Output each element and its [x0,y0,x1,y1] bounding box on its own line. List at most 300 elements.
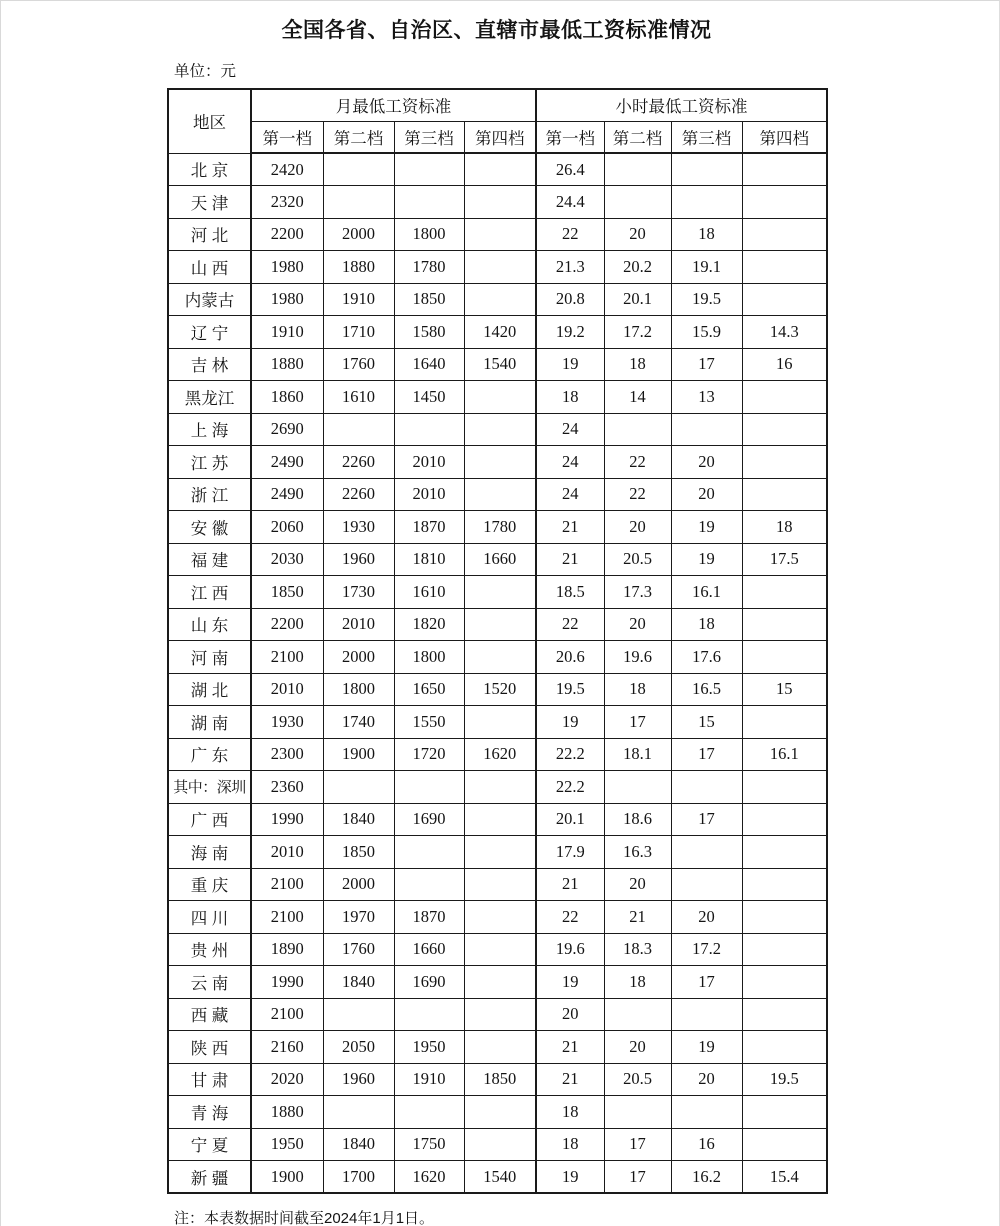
monthly-tier2-cell: 2260 [323,446,394,479]
hourly-tier2-cell: 17.2 [604,316,671,349]
page-title: 全国各省、自治区、直辖市最低工资标准情况 [281,19,712,42]
hourly-tier1-cell: 19 [536,706,604,739]
hourly-tier4-cell [742,836,827,869]
monthly-tier1-cell: 2490 [251,478,323,511]
region-cell: 青 海 [168,1096,251,1129]
hourly-tier3-cell: 17 [671,803,742,836]
monthly-tier2-cell [323,186,394,219]
monthly-tier3-cell: 1910 [394,1063,464,1096]
table-row [168,868,827,901]
hourly-tier1-cell: 19 [536,966,604,999]
hourly-tier3-cell: 20 [671,446,742,479]
hourly-tier4-cell [742,186,827,219]
hourly-tier4-cell [742,771,827,804]
hourly-tier2-cell: 20.2 [604,251,671,284]
hourly-tier2-cell: 20 [604,511,671,544]
monthly-tier4-cell: 1420 [464,316,536,349]
monthly-tier4-cell [464,218,536,251]
monthly-tier2-cell [323,413,394,446]
hourly-tier4-cell [742,413,827,446]
monthly-tier1-cell: 2360 [251,771,323,804]
table-row [168,836,827,869]
hourly-tier1-cell: 20.6 [536,641,604,674]
monthly-tier2-cell: 1710 [323,316,394,349]
monthly-tier3-cell: 1950 [394,1031,464,1064]
table-row [168,446,827,479]
monthly-tier3-cell [394,868,464,901]
monthly-tier2-cell: 2260 [323,478,394,511]
hourly-tier1-cell: 18.5 [536,576,604,609]
hourly-tier3-cell [671,868,742,901]
hourly-tier1-cell: 26.4 [536,153,604,186]
monthly-tier1-cell: 1930 [251,706,323,739]
hourly-tier4-cell [742,1128,827,1161]
hourly-tier4-cell [742,998,827,1031]
hourly-tier1-cell: 24.4 [536,186,604,219]
column-header-region: 地区 [168,89,251,153]
hourly-tier1-cell: 18 [536,1128,604,1161]
hourly-tier1-cell: 20.8 [536,283,604,316]
monthly-tier2-cell: 1850 [323,836,394,869]
monthly-tier1-cell: 1990 [251,966,323,999]
monthly-tier2-cell: 2000 [323,868,394,901]
table-row [168,478,827,511]
table-row [168,316,827,349]
monthly-tier2-cell: 1930 [323,511,394,544]
hourly-tier4-cell [742,446,827,479]
hourly-tier1-cell: 21.3 [536,251,604,284]
region-cell: 广 西 [168,803,251,836]
table-row [168,738,827,771]
monthly-tier3-cell: 1690 [394,966,464,999]
table-row [168,641,827,674]
hourly-tier2-cell: 18.6 [604,803,671,836]
monthly-tier4-cell [464,836,536,869]
monthly-tier3-cell: 1650 [394,673,464,706]
monthly-tier3-cell [394,771,464,804]
table-row [168,901,827,934]
monthly-tier1-cell: 1980 [251,251,323,284]
monthly-tier1-cell: 1900 [251,1161,323,1194]
hourly-tier4-cell [742,478,827,511]
region-cell: 江 西 [168,576,251,609]
monthly-tier1-header: 第一档 [251,121,323,153]
monthly-tier2-cell: 1900 [323,738,394,771]
monthly-tier4-cell: 1850 [464,1063,536,1096]
monthly-tier1-cell: 2690 [251,413,323,446]
table-row [168,1063,827,1096]
monthly-tier1-cell: 2010 [251,836,323,869]
monthly-tier4-cell [464,381,536,414]
monthly-tier4-cell [464,1096,536,1129]
hourly-tier3-cell: 19 [671,511,742,544]
region-cell: 天 津 [168,186,251,219]
hourly-tier1-cell: 18 [536,1096,604,1129]
monthly-tier2-cell: 1880 [323,251,394,284]
hourly-tier2-header: 第二档 [604,121,671,153]
monthly-tier3-cell [394,1096,464,1129]
hourly-tier4-cell [742,608,827,641]
table-row [168,153,827,186]
monthly-tier4-cell [464,153,536,186]
hourly-tier4-cell [742,966,827,999]
monthly-tier3-cell: 1620 [394,1161,464,1194]
monthly-tier4-cell [464,933,536,966]
table-row [168,283,827,316]
hourly-tier3-cell: 18 [671,608,742,641]
monthly-tier2-header: 第二档 [323,121,394,153]
hourly-tier4-cell [742,933,827,966]
hourly-tier1-cell: 24 [536,446,604,479]
hourly-tier4-cell: 16 [742,348,827,381]
table-row [168,576,827,609]
monthly-tier2-cell [323,1096,394,1129]
monthly-tier3-cell: 1780 [394,251,464,284]
monthly-tier2-cell: 1840 [323,803,394,836]
monthly-tier3-cell: 1870 [394,511,464,544]
region-cell: 湖 北 [168,673,251,706]
hourly-tier1-cell: 22 [536,218,604,251]
table-row [168,1128,827,1161]
hourly-tier2-cell [604,413,671,446]
hourly-tier1-cell: 21 [536,868,604,901]
hourly-tier3-cell: 16.1 [671,576,742,609]
table-row [168,511,827,544]
monthly-tier3-cell: 1550 [394,706,464,739]
hourly-tier2-cell: 19.6 [604,641,671,674]
hourly-tier2-cell: 18 [604,966,671,999]
hourly-tier1-cell: 19.2 [536,316,604,349]
region-cell: 甘 肃 [168,1063,251,1096]
hourly-tier3-cell: 16.2 [671,1161,742,1194]
monthly-tier3-cell [394,153,464,186]
group-header-row [168,89,827,121]
hourly-tier3-cell: 15 [671,706,742,739]
hourly-tier1-cell: 24 [536,413,604,446]
region-cell: 云 南 [168,966,251,999]
hourly-tier1-cell: 19.5 [536,673,604,706]
hourly-tier1-cell: 21 [536,1063,604,1096]
hourly-tier2-cell: 20 [604,218,671,251]
hourly-tier4-cell [742,1031,827,1064]
hourly-tier3-cell: 19.1 [671,251,742,284]
region-cell: 湖 南 [168,706,251,739]
region-cell: 陕 西 [168,1031,251,1064]
region-cell: 辽 宁 [168,316,251,349]
monthly-tier3-cell: 2010 [394,446,464,479]
monthly-tier2-cell: 1960 [323,543,394,576]
hourly-tier1-header: 第一档 [536,121,604,153]
monthly-tier2-cell: 1760 [323,933,394,966]
hourly-tier2-cell: 20.5 [604,1063,671,1096]
monthly-tier4-cell [464,576,536,609]
monthly-tier3-cell: 1800 [394,218,464,251]
hourly-tier3-cell: 19 [671,543,742,576]
hourly-tier3-cell: 16.5 [671,673,742,706]
hourly-tier3-cell: 17.6 [671,641,742,674]
monthly-tier1-cell: 1880 [251,1096,323,1129]
hourly-tier3-cell [671,413,742,446]
monthly-tier1-cell: 2160 [251,1031,323,1064]
table-row [168,1096,827,1129]
monthly-tier1-cell: 2010 [251,673,323,706]
hourly-tier2-cell [604,998,671,1031]
region-cell: 福 建 [168,543,251,576]
hourly-tier3-cell: 13 [671,381,742,414]
hourly-tier2-cell [604,186,671,219]
hourly-tier3-cell: 20 [671,478,742,511]
hourly-tier2-cell: 16.3 [604,836,671,869]
table-row [168,998,827,1031]
monthly-tier3-cell: 1800 [394,641,464,674]
monthly-tier1-cell: 1850 [251,576,323,609]
monthly-tier4-cell: 1620 [464,738,536,771]
monthly-tier2-cell: 1700 [323,1161,394,1194]
monthly-tier3-header: 第三档 [394,121,464,153]
region-cell: 江 苏 [168,446,251,479]
region-cell: 河 南 [168,641,251,674]
monthly-tier1-cell: 2200 [251,218,323,251]
monthly-tier3-cell: 2010 [394,478,464,511]
hourly-tier3-cell [671,836,742,869]
hourly-tier4-cell [742,706,827,739]
hourly-tier4-cell [742,1096,827,1129]
region-cell: 西 藏 [168,998,251,1031]
region-cell: 新 疆 [168,1161,251,1194]
hourly-tier4-cell: 15 [742,673,827,706]
unit-label: 单位：元 [174,63,237,80]
hourly-tier4-cell: 14.3 [742,316,827,349]
monthly-tier4-cell [464,186,536,219]
monthly-tier3-cell: 1850 [394,283,464,316]
monthly-tier4-cell [464,446,536,479]
column-header-hourly-group: 小时最低工资标准 [536,89,827,121]
region-cell: 宁 夏 [168,1128,251,1161]
hourly-tier4-cell [742,576,827,609]
hourly-tier3-cell: 17.2 [671,933,742,966]
table-row [168,803,827,836]
hourly-tier1-cell: 20.1 [536,803,604,836]
monthly-tier2-cell: 1910 [323,283,394,316]
monthly-tier4-cell [464,251,536,284]
monthly-tier3-cell [394,413,464,446]
monthly-tier4-cell [464,413,536,446]
monthly-tier4-cell [464,478,536,511]
monthly-tier2-cell [323,998,394,1031]
hourly-tier4-cell: 17.5 [742,543,827,576]
hourly-tier3-cell: 20 [671,901,742,934]
hourly-tier1-cell: 19 [536,348,604,381]
monthly-tier3-cell [394,998,464,1031]
monthly-tier4-cell [464,803,536,836]
monthly-tier2-cell [323,153,394,186]
monthly-tier1-cell: 2490 [251,446,323,479]
monthly-tier1-cell: 2200 [251,608,323,641]
hourly-tier3-cell: 17 [671,738,742,771]
monthly-tier4-cell [464,901,536,934]
hourly-tier1-cell: 17.9 [536,836,604,869]
monthly-tier1-cell: 2100 [251,998,323,1031]
region-cell: 河 北 [168,218,251,251]
table-row [168,1031,827,1064]
hourly-tier2-cell: 14 [604,381,671,414]
monthly-tier3-cell: 1640 [394,348,464,381]
hourly-tier2-cell: 17 [604,1128,671,1161]
hourly-tier2-cell: 17 [604,1161,671,1194]
table-row [168,543,827,576]
hourly-tier1-cell: 22.2 [536,771,604,804]
monthly-tier4-cell [464,1128,536,1161]
region-cell: 贵 州 [168,933,251,966]
hourly-tier4-cell: 16.1 [742,738,827,771]
monthly-tier4-cell [464,771,536,804]
region-cell: 重 庆 [168,868,251,901]
hourly-tier2-cell: 18.1 [604,738,671,771]
region-cell: 黑龙江 [168,381,251,414]
monthly-tier2-cell: 1960 [323,1063,394,1096]
region-cell: 山 西 [168,251,251,284]
hourly-tier1-cell: 18 [536,381,604,414]
hourly-tier4-cell [742,218,827,251]
monthly-tier4-cell: 1780 [464,511,536,544]
hourly-tier2-cell: 22 [604,478,671,511]
monthly-tier3-cell: 1450 [394,381,464,414]
monthly-tier1-cell: 1990 [251,803,323,836]
hourly-tier4-cell [742,283,827,316]
region-cell: 内蒙古 [168,283,251,316]
monthly-tier2-cell: 1740 [323,706,394,739]
monthly-tier3-cell: 1580 [394,316,464,349]
monthly-tier4-cell [464,283,536,316]
hourly-tier2-cell: 17 [604,706,671,739]
monthly-tier4-cell: 1520 [464,673,536,706]
hourly-tier2-cell: 20 [604,868,671,901]
monthly-tier1-cell: 2100 [251,641,323,674]
monthly-tier1-cell: 2300 [251,738,323,771]
hourly-tier2-cell: 18.3 [604,933,671,966]
hourly-tier4-cell [742,641,827,674]
hourly-tier4-cell: 19.5 [742,1063,827,1096]
tier-header-row [168,121,827,153]
region-cell: 广 东 [168,738,251,771]
footnote: 注：本表数据时间截至2024年1月1日。 [174,1210,435,1226]
hourly-tier1-cell: 21 [536,511,604,544]
region-cell: 北 京 [168,153,251,186]
table-row [168,706,827,739]
monthly-tier3-cell: 1810 [394,543,464,576]
monthly-tier4-cell: 1540 [464,1161,536,1194]
hourly-tier4-cell [742,153,827,186]
monthly-tier4-cell [464,706,536,739]
hourly-tier4-header: 第四档 [742,121,827,153]
hourly-tier3-cell: 15.9 [671,316,742,349]
hourly-tier2-cell: 20 [604,1031,671,1064]
hourly-tier3-cell [671,1096,742,1129]
table-row [168,608,827,641]
table-row [168,413,827,446]
column-header-monthly-group: 月最低工资标准 [251,89,536,121]
hourly-tier3-cell: 17 [671,966,742,999]
hourly-tier1-cell: 24 [536,478,604,511]
document-content [167,14,826,1226]
hourly-tier3-cell [671,771,742,804]
hourly-tier4-cell: 18 [742,511,827,544]
hourly-tier3-header: 第三档 [671,121,742,153]
monthly-tier1-cell: 2030 [251,543,323,576]
hourly-tier3-cell: 16 [671,1128,742,1161]
table-row [168,771,827,804]
hourly-tier2-cell: 20 [604,608,671,641]
table-row [168,186,827,219]
hourly-tier2-cell: 17.3 [604,576,671,609]
hourly-tier3-cell [671,998,742,1031]
region-cell: 山 东 [168,608,251,641]
hourly-tier1-cell: 22 [536,608,604,641]
region-cell: 浙 江 [168,478,251,511]
monthly-tier3-cell: 1750 [394,1128,464,1161]
monthly-tier1-cell: 2020 [251,1063,323,1096]
hourly-tier3-cell: 17 [671,348,742,381]
monthly-tier3-cell: 1720 [394,738,464,771]
monthly-tier2-cell: 1970 [323,901,394,934]
monthly-tier2-cell: 1730 [323,576,394,609]
minimum-wage-table [167,88,828,1194]
hourly-tier4-cell [742,901,827,934]
hourly-tier1-cell: 19.6 [536,933,604,966]
monthly-tier3-cell [394,186,464,219]
region-cell: 吉 林 [168,348,251,381]
monthly-tier2-cell: 1610 [323,381,394,414]
monthly-tier4-cell [464,1031,536,1064]
monthly-tier2-cell: 1800 [323,673,394,706]
table-row [168,348,827,381]
monthly-tier4-cell: 1660 [464,543,536,576]
monthly-tier1-cell: 1890 [251,933,323,966]
table-row [168,218,827,251]
hourly-tier3-cell [671,186,742,219]
monthly-tier2-cell: 2000 [323,218,394,251]
hourly-tier2-cell: 18 [604,348,671,381]
monthly-tier1-cell: 2060 [251,511,323,544]
table-row [168,933,827,966]
monthly-tier2-cell [323,771,394,804]
hourly-tier1-cell: 20 [536,998,604,1031]
table-row [168,966,827,999]
monthly-tier3-cell: 1820 [394,608,464,641]
hourly-tier1-cell: 22.2 [536,738,604,771]
hourly-tier3-cell: 19 [671,1031,742,1064]
hourly-tier2-cell: 20.1 [604,283,671,316]
monthly-tier1-cell: 2320 [251,186,323,219]
monthly-tier4-header: 第四档 [464,121,536,153]
monthly-tier4-cell [464,868,536,901]
hourly-tier2-cell [604,1096,671,1129]
monthly-tier1-cell: 1980 [251,283,323,316]
monthly-tier4-cell [464,641,536,674]
monthly-tier1-cell: 1910 [251,316,323,349]
hourly-tier1-cell: 22 [536,901,604,934]
hourly-tier2-cell [604,771,671,804]
region-cell: 海 南 [168,836,251,869]
table-row [168,381,827,414]
monthly-tier1-cell: 2100 [251,868,323,901]
hourly-tier4-cell [742,868,827,901]
monthly-tier1-cell: 1950 [251,1128,323,1161]
monthly-tier3-cell: 1870 [394,901,464,934]
table-row [168,1161,827,1194]
monthly-tier4-cell: 1540 [464,348,536,381]
monthly-tier2-cell: 2000 [323,641,394,674]
